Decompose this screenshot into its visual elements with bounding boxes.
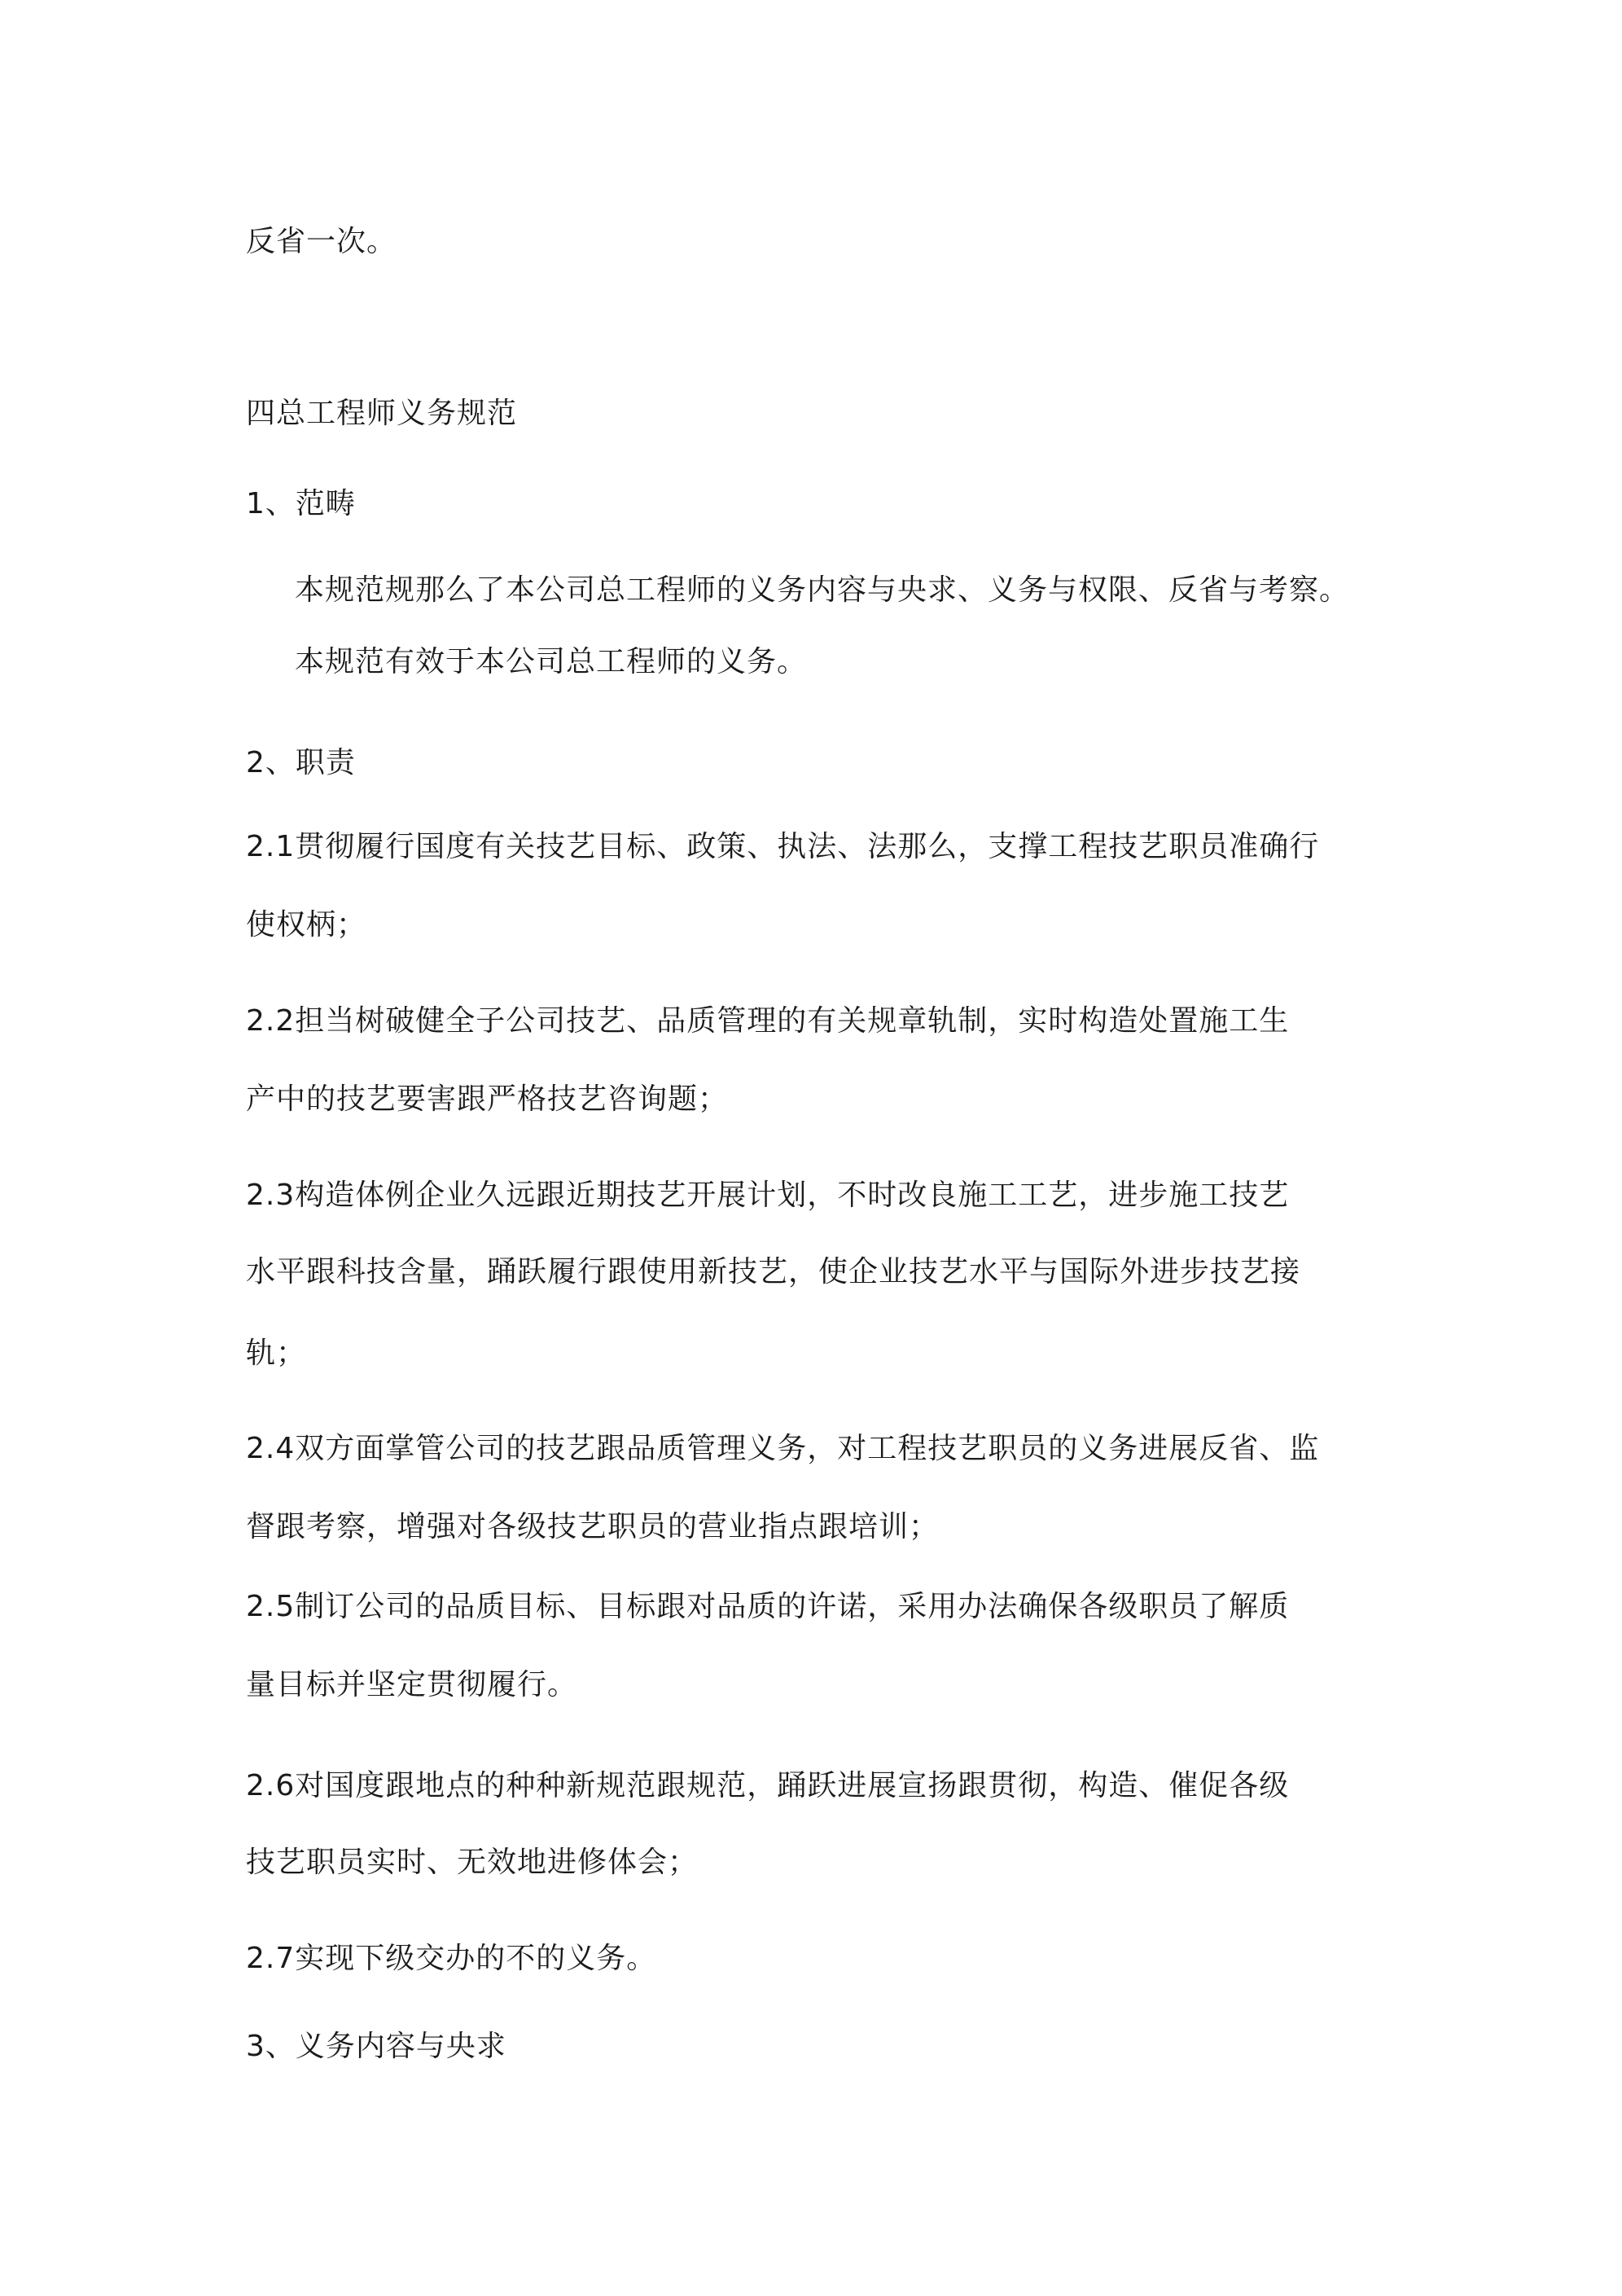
paragraph-line: 2.4双方面掌管公司的技艺跟品质管理义务，对工程技艺职员的义务进展反省、监 (246, 1432, 1320, 1465)
subsection-heading: 3、义务内容与央求 (246, 2030, 506, 2063)
paragraph-line: 轨； (246, 1337, 307, 1370)
paragraph-line: 产中的技艺要害跟严格技艺咨询题； (246, 1082, 729, 1116)
paragraph-line: 2.2担当树破健全子公司技艺、品质管理的有关规章轨制，实时构造处置施工生 (246, 1004, 1290, 1038)
paragraph-line: 本规范规那么了本公司总工程师的义务内容与央求、义务与权限、反省与考察。 (295, 573, 1350, 607)
subsection-heading: 1、范畴 (246, 487, 356, 520)
paragraph-line: 2.6对国度跟地点的种种新规范跟规范，踊跃进展宣扬跟贯彻，构造、催促各级 (246, 1769, 1290, 1802)
paragraph-line: 量目标并坚定贯彻履行。 (246, 1668, 578, 1701)
subsection-heading: 2、职责 (246, 746, 356, 779)
section-heading: 四总工程师义务规范 (246, 397, 518, 430)
paragraph-line: 水平跟科技含量，踊跃履行跟使用新技艺，使企业技艺水平与国际外进步技艺接 (246, 1255, 1301, 1288)
paragraph-line: 督跟考察，增强对各级技艺职员的营业指点跟培训； (246, 1510, 940, 1543)
paragraph-line: 本规范有效于本公司总工程师的义务。 (295, 645, 808, 678)
paragraph-line: 使权柄； (246, 908, 367, 942)
paragraph-line: 技艺职员实时、无效地进修体会； (246, 1846, 699, 1879)
paragraph-line: 反省一次。 (246, 225, 397, 258)
paragraph-line: 2.7实现下级交办的不的义务。 (246, 1942, 657, 1975)
paragraph-line: 2.1贯彻履行国度有关技艺目标、政策、执法、法那么，支撑工程技艺职员准确行 (246, 830, 1320, 863)
paragraph-line: 2.3构造体例企业久远跟近期技艺开展计划，不时改良施工工艺，进步施工技艺 (246, 1179, 1290, 1212)
paragraph-line: 2.5制订公司的品质目标、目标跟对品质的许诺，采用办法确保各级职员了解质 (246, 1590, 1290, 1623)
